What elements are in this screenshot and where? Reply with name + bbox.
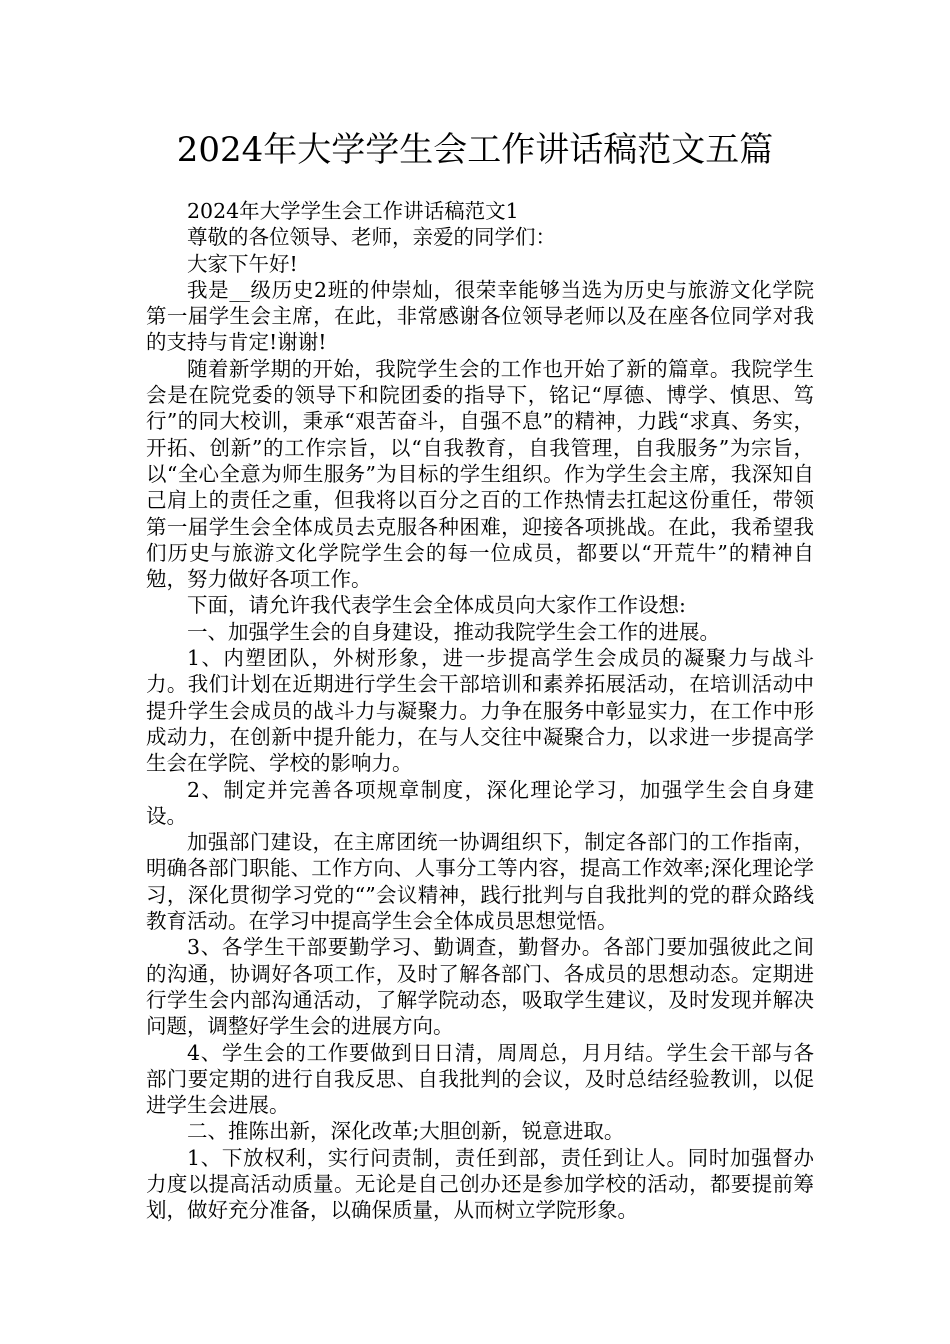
paragraph: 4、学生会的工作要做到日日清，周周总，月月结。学生会干部与各部门要定期的进行自我反思、自我批判的会议，及时总结经验教训，以促进学生会进展。 [146, 1040, 814, 1118]
section-heading: 二、推陈出新，深化改革;大胆创新，锐意进取。 [187, 1119, 625, 1144]
paragraph: 1、下放权利，实行问责制，责任到部，责任到让人。同时加强督办力度以提高活动质量。无论是自己创办还是参加学校的活动，都要提前筹划，做好充分准备，以确保质量，从而树立学院形象。 [146, 1145, 814, 1223]
paragraph: 2、制定并完善各项规章制度，深化理论学习，加强学生会自身建设。 [146, 777, 814, 828]
document-title: 2024年大学学生会工作讲话稿范文五篇 [176, 130, 774, 170]
section-heading: 一、加强学生会的自身建设，推动我院学生会工作的进展。 [187, 619, 720, 644]
paragraph-greeting: 大家下午好! [187, 251, 298, 276]
paragraph: 下面，请允许我代表学生会全体成员向大家作工作设想: [187, 593, 686, 618]
paragraph-introduction: 我是__级历史2班的仲崇灿，很荣幸能够当选为历史与旅游文化学院第一届学生会主席，在此，非常感谢各位领导老师以及在座各位同学对我的支持与肯定!谢谢! [146, 277, 814, 355]
paragraph-heading: 2024年大学学生会工作讲话稿范文1 [187, 199, 519, 223]
paragraph: 加强部门建设，在主席团统一协调组织下，制定各部门的工作指南，明确各部门职能、工作方向、人事分工等内容，提高工作效率;深化理论学习，深化贯彻学习党的“”会议精神，践行批判与自我批判的党的群众路线教育活动。在学习中提高学生会全体成员思想觉悟。 [146, 830, 814, 934]
paragraph: 1、内塑团队，外树形象，进一步提高学生会成员的凝聚力与战斗力。我们计划在近期进行学生会干部培训和素养拓展活动，在培训活动中提升学生会成员的战斗力与凝聚力。力争在服务中彰显实力，在工作中形成动力，在创新中提升能力，在与人交往中凝聚合力，以求进一步提高学生会在学院、学校的影响力。 [146, 646, 814, 776]
paragraph-salutation: 尊敬的各位领导、老师，亲爱的同学们： [187, 225, 556, 250]
document-body [146, 198, 814, 1224]
paragraph: 3、各学生干部要勤学习、勤调查，勤督办。各部门要加强彼此之间的沟通，协调好各项工作，及时了解各部门、各成员的思想动态。定期进行学生会内部沟通活动，了解学院动态，吸取学生建议，及时发现并解决问题，调整好学生会的进展方向。 [146, 935, 814, 1039]
paragraph: 随着新学期的开始，我院学生会的工作也开始了新的篇章。我院学生会是在院党委的领导下和院团委的指导下，铭记“厚德、博学、慎思、笃行”的同大校训，秉承“艰苦奋斗，自强不息”的精神，力践“求真、务实，开拓、创新”的工作宗旨，以“自我教育，自我管理，自我服务”为宗旨，以“全心全意为师生服务”为目标的学生组织。作为学生会主席，我深知自己肩上的责任之重，但我将以百分之百的工作热情去扛起这份重任，带领第一届学生会全体成员去克服各种困难，迎接各项挑战。在此，我希望我们历史与旅游文化学院学生会的每一位成员，都要以“开荒牛”的精神自勉，努力做好各项工作。 [146, 356, 814, 592]
